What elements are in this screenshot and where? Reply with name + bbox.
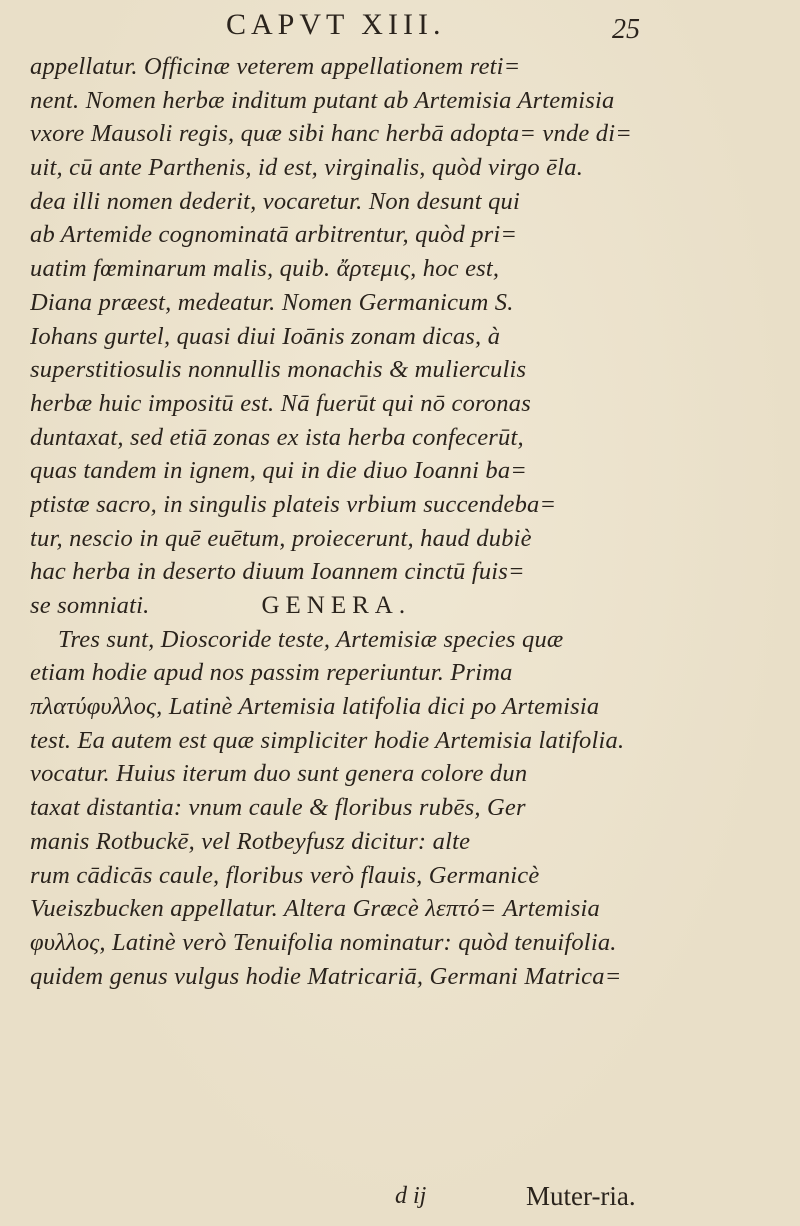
text-line: dea illi nomen dederit, vocaretur. Non desunt qui (30, 187, 520, 215)
text-line: rum cādicās caule, floribus verò flauis, Germanicè (30, 861, 540, 889)
text-line: taxat distantia: vnum caule & floribus rubēs, Ger (30, 794, 526, 822)
text-line: tur, nescio in quē euētum, proiecerunt, haud dubiè (30, 524, 532, 552)
text-line: quas tandem in ignem, qui in die diuo Ioanni ba= (30, 457, 528, 485)
text-line: test. Ea autem est quæ simpliciter hodie Artemisia latifolia. (30, 726, 625, 754)
text-line: vxore Mausoli regis, quæ sibi hanc herbā adopta= vnde di= (30, 120, 632, 148)
text-line: hac herba in deserto diuum Ioannem cinctū fuis= (30, 558, 525, 586)
text-line: etiam hodie apud nos passim reperiuntur. Prima (30, 659, 513, 687)
text-line: superstitiosulis nonnullis monachis & mulierculis (30, 356, 527, 384)
text-line: Vueiszbucken appellatur. Altera Græcè λεπτό= Artemisia (30, 895, 600, 923)
text-line: Tres sunt, Dioscoride teste, Artemisiæ species quæ (58, 625, 564, 653)
catchword: Muter-ria. (526, 1181, 636, 1211)
main-text (30, 50, 790, 993)
text-line: Diana præest, medeatur. Nomen Germanicum S. (30, 288, 514, 316)
section-heading: GENERA. (261, 592, 412, 619)
page-number: 25 (612, 14, 640, 45)
running-head: CAPVT XIII. (226, 8, 446, 41)
text-line: vocatur. Huius iterum duo sunt genera colore dun (30, 760, 528, 788)
text-line: ab Artemide cognominatā arbitrentur, quòd pri= (30, 221, 518, 249)
text-line: uit, cū ante Parthenis, id est, virginalis, quòd virgo ēla. (30, 154, 584, 182)
text-line: ptistæ sacro, in singulis plateis vrbium succendeba= (30, 490, 557, 518)
text-line: uatim fœminarum malis, quib. ἄρτεμις, hoc est, (30, 255, 500, 283)
page-header (0, 6, 800, 46)
text-line: se somniati. (30, 592, 150, 619)
text-line: herbæ huic impositū est. Nā fuerūt qui nō coronas (30, 389, 531, 417)
text-line: Iohans gurtel, quasi diui Ioānis zonam dicas, à (30, 322, 501, 350)
text-line: nent. Nomen herbæ inditum putant ab Artemisia Artemisia (30, 86, 615, 114)
page-footer (0, 1183, 800, 1219)
text-line: appellatur. Officinæ veterem appellationem reti= (30, 53, 521, 80)
text-line: duntaxat, sed etiā zonas ex ista herba confecerūt, (30, 423, 524, 451)
text-line: manis Rotbuckē, vel Rotbeyfusz dicitur: alte (30, 827, 471, 855)
signature-mark: d ij (395, 1183, 427, 1209)
text-line: πλατύφυλλος, Latinè Artemisia latifolia dici po Artemisia (30, 693, 600, 721)
text-line: φυλλος, Latinè verò Tenuifolia nominatur: quòd tenuifolia. (30, 928, 617, 956)
text-line: quidem genus vulgus hodie Matricariā, Germani Matrica= (30, 962, 622, 990)
text-line-with-heading (30, 589, 790, 623)
